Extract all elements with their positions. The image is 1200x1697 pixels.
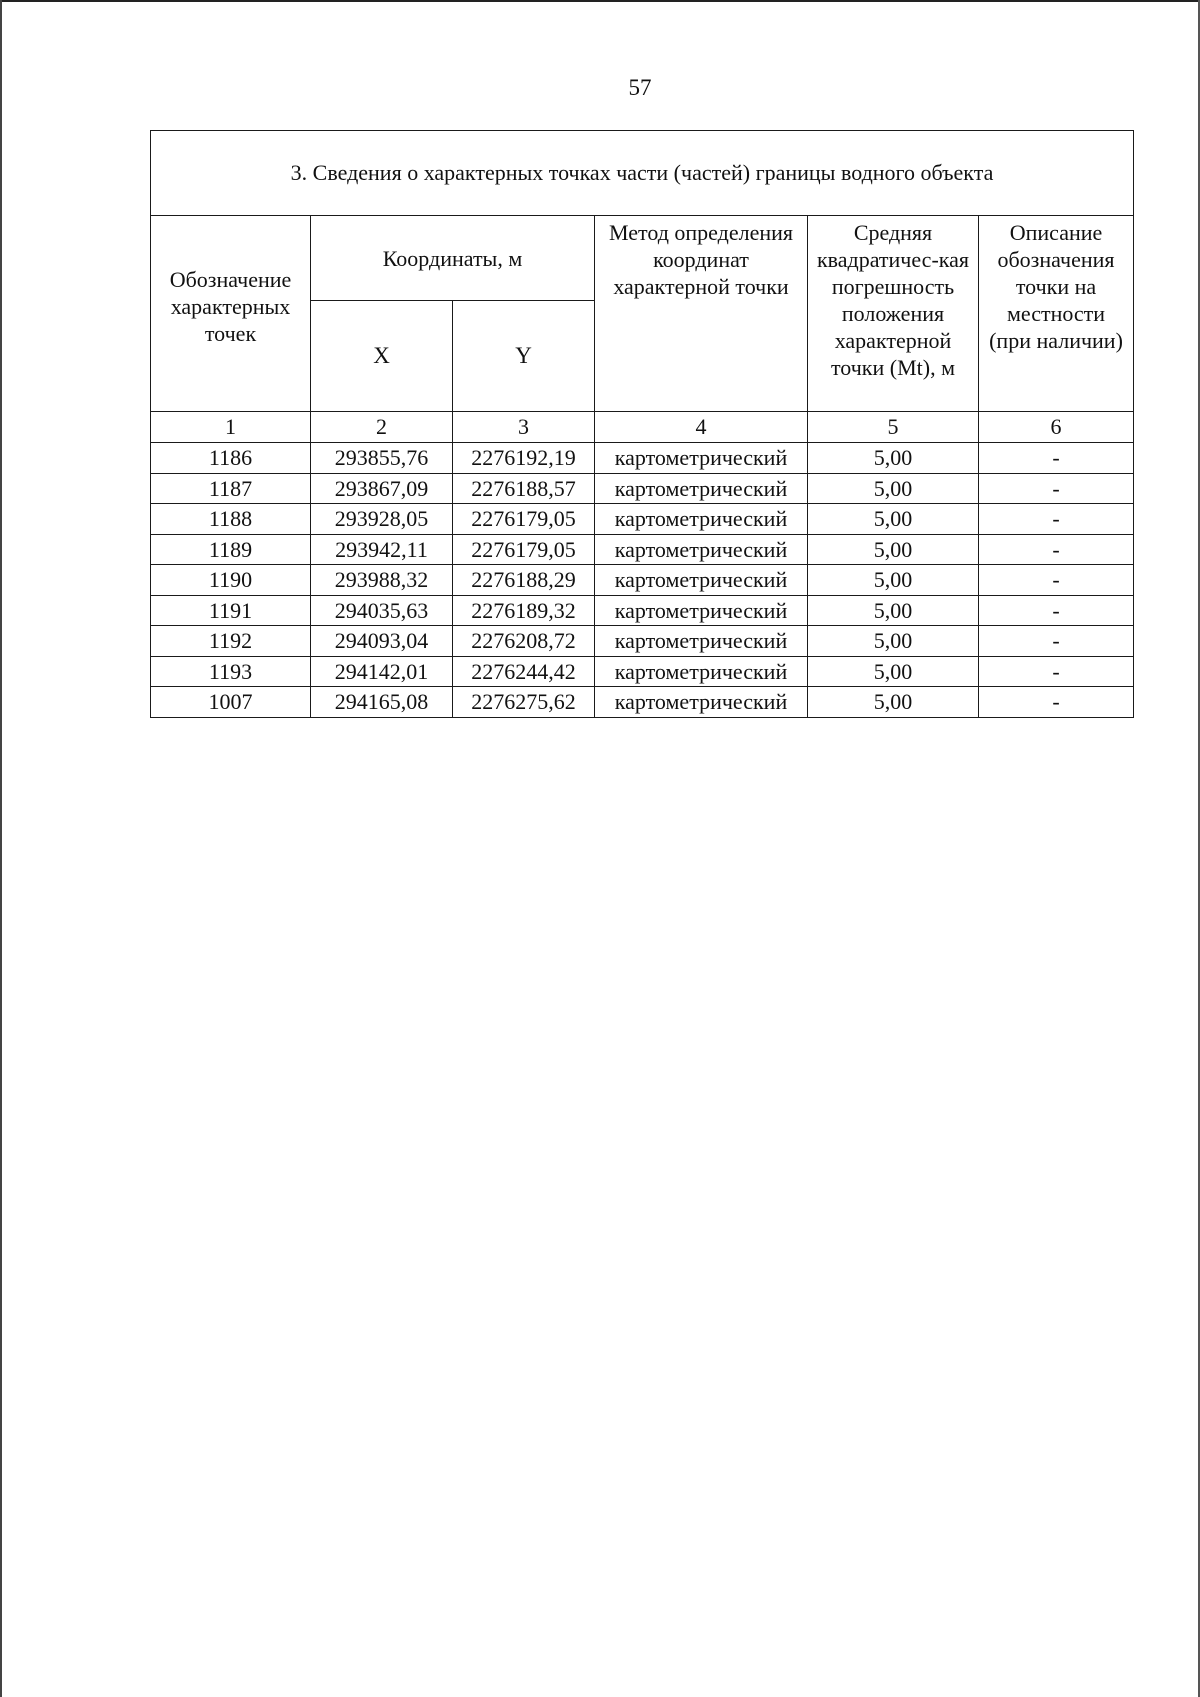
cell-x: 293928,05 bbox=[311, 504, 453, 535]
characteristic-points-table bbox=[150, 130, 1134, 718]
cell-x: 294035,63 bbox=[311, 595, 453, 626]
table-row bbox=[151, 473, 1134, 504]
scan-edge-left bbox=[0, 0, 2, 1697]
cell-method: картометрический bbox=[595, 504, 808, 535]
header-x: X bbox=[311, 301, 453, 412]
cell-point: 1191 bbox=[151, 595, 311, 626]
cell-method: картометрический bbox=[595, 443, 808, 474]
cell-error: 5,00 bbox=[808, 504, 979, 535]
scan-edge-top bbox=[0, 0, 1200, 2]
table-row bbox=[151, 565, 1134, 596]
cell-y: 2276189,32 bbox=[453, 595, 595, 626]
cell-point: 1187 bbox=[151, 473, 311, 504]
cell-y: 2276208,72 bbox=[453, 626, 595, 657]
header-y: Y bbox=[453, 301, 595, 412]
table-title bbox=[151, 131, 1134, 216]
cell-y: 2276192,19 bbox=[453, 443, 595, 474]
cell-description: - bbox=[979, 504, 1134, 535]
header-row-1 bbox=[151, 216, 1134, 301]
cell-error: 5,00 bbox=[808, 687, 979, 718]
cell-description: - bbox=[979, 443, 1134, 474]
cell-description: - bbox=[979, 626, 1134, 657]
cell-description: - bbox=[979, 687, 1134, 718]
table-row bbox=[151, 687, 1134, 718]
header-coordinates: Координаты, м bbox=[311, 216, 595, 301]
cell-method: картометрический bbox=[595, 656, 808, 687]
cell-error: 5,00 bbox=[808, 565, 979, 596]
column-number: 1 bbox=[151, 412, 311, 443]
cell-error: 5,00 bbox=[808, 656, 979, 687]
page-number: 57 bbox=[628, 75, 652, 100]
cell-error: 5,00 bbox=[808, 443, 979, 474]
cell-method: картометрический bbox=[595, 626, 808, 657]
cell-description: - bbox=[979, 656, 1134, 687]
table-row bbox=[151, 626, 1134, 657]
table-row bbox=[151, 595, 1134, 626]
cell-y: 2276188,57 bbox=[453, 473, 595, 504]
table-row bbox=[151, 443, 1134, 474]
cell-point: 1189 bbox=[151, 534, 311, 565]
cell-error: 5,00 bbox=[808, 534, 979, 565]
cell-y: 2276179,05 bbox=[453, 534, 595, 565]
cell-method: картометрический bbox=[595, 534, 808, 565]
cell-description: - bbox=[979, 473, 1134, 504]
cell-x: 294165,08 bbox=[311, 687, 453, 718]
column-number: 5 bbox=[808, 412, 979, 443]
header-error: Средняя квадратичес-кая погрешность положения характерной точки (Mt), м bbox=[808, 216, 979, 412]
table-row bbox=[151, 534, 1134, 565]
cell-point: 1192 bbox=[151, 626, 311, 657]
column-numbers-row bbox=[151, 412, 1134, 443]
cell-point: 1186 bbox=[151, 443, 311, 474]
cell-method: картометрический bbox=[595, 595, 808, 626]
cell-method: картометрический bbox=[595, 687, 808, 718]
cell-x: 293855,76 bbox=[311, 443, 453, 474]
header-description: Описание обозначения точки на местности (при наличии) bbox=[979, 216, 1134, 412]
header-method: Метод определения координат характерной точки bbox=[595, 216, 808, 412]
cell-error: 5,00 bbox=[808, 595, 979, 626]
table-title-text: 3. Сведения о характерных точках части (частей) границы водного объекта bbox=[290, 160, 994, 185]
table-row bbox=[151, 656, 1134, 687]
cell-point: 1007 bbox=[151, 687, 311, 718]
header-designation: Обозначение характерных точек bbox=[151, 216, 311, 412]
cell-x: 293988,32 bbox=[311, 565, 453, 596]
table-row bbox=[151, 504, 1134, 535]
cell-method: картометрический bbox=[595, 473, 808, 504]
cell-x: 293942,11 bbox=[311, 534, 453, 565]
cell-y: 2276188,29 bbox=[453, 565, 595, 596]
cell-point: 1190 bbox=[151, 565, 311, 596]
column-number: 4 bbox=[595, 412, 808, 443]
cell-error: 5,00 bbox=[808, 626, 979, 657]
cell-y: 2276244,42 bbox=[453, 656, 595, 687]
cell-x: 294142,01 bbox=[311, 656, 453, 687]
cell-y: 2276275,62 bbox=[453, 687, 595, 718]
cell-error: 5,00 bbox=[808, 473, 979, 504]
table-title-row bbox=[151, 131, 1134, 216]
column-number: 6 bbox=[979, 412, 1134, 443]
cell-description: - bbox=[979, 534, 1134, 565]
cell-method: картометрический bbox=[595, 565, 808, 596]
cell-x: 293867,09 bbox=[311, 473, 453, 504]
cell-point: 1188 bbox=[151, 504, 311, 535]
column-number: 3 bbox=[453, 412, 595, 443]
cell-description: - bbox=[979, 565, 1134, 596]
cell-y: 2276179,05 bbox=[453, 504, 595, 535]
column-number: 2 bbox=[311, 412, 453, 443]
cell-description: - bbox=[979, 595, 1134, 626]
cell-point: 1193 bbox=[151, 656, 311, 687]
cell-x: 294093,04 bbox=[311, 626, 453, 657]
